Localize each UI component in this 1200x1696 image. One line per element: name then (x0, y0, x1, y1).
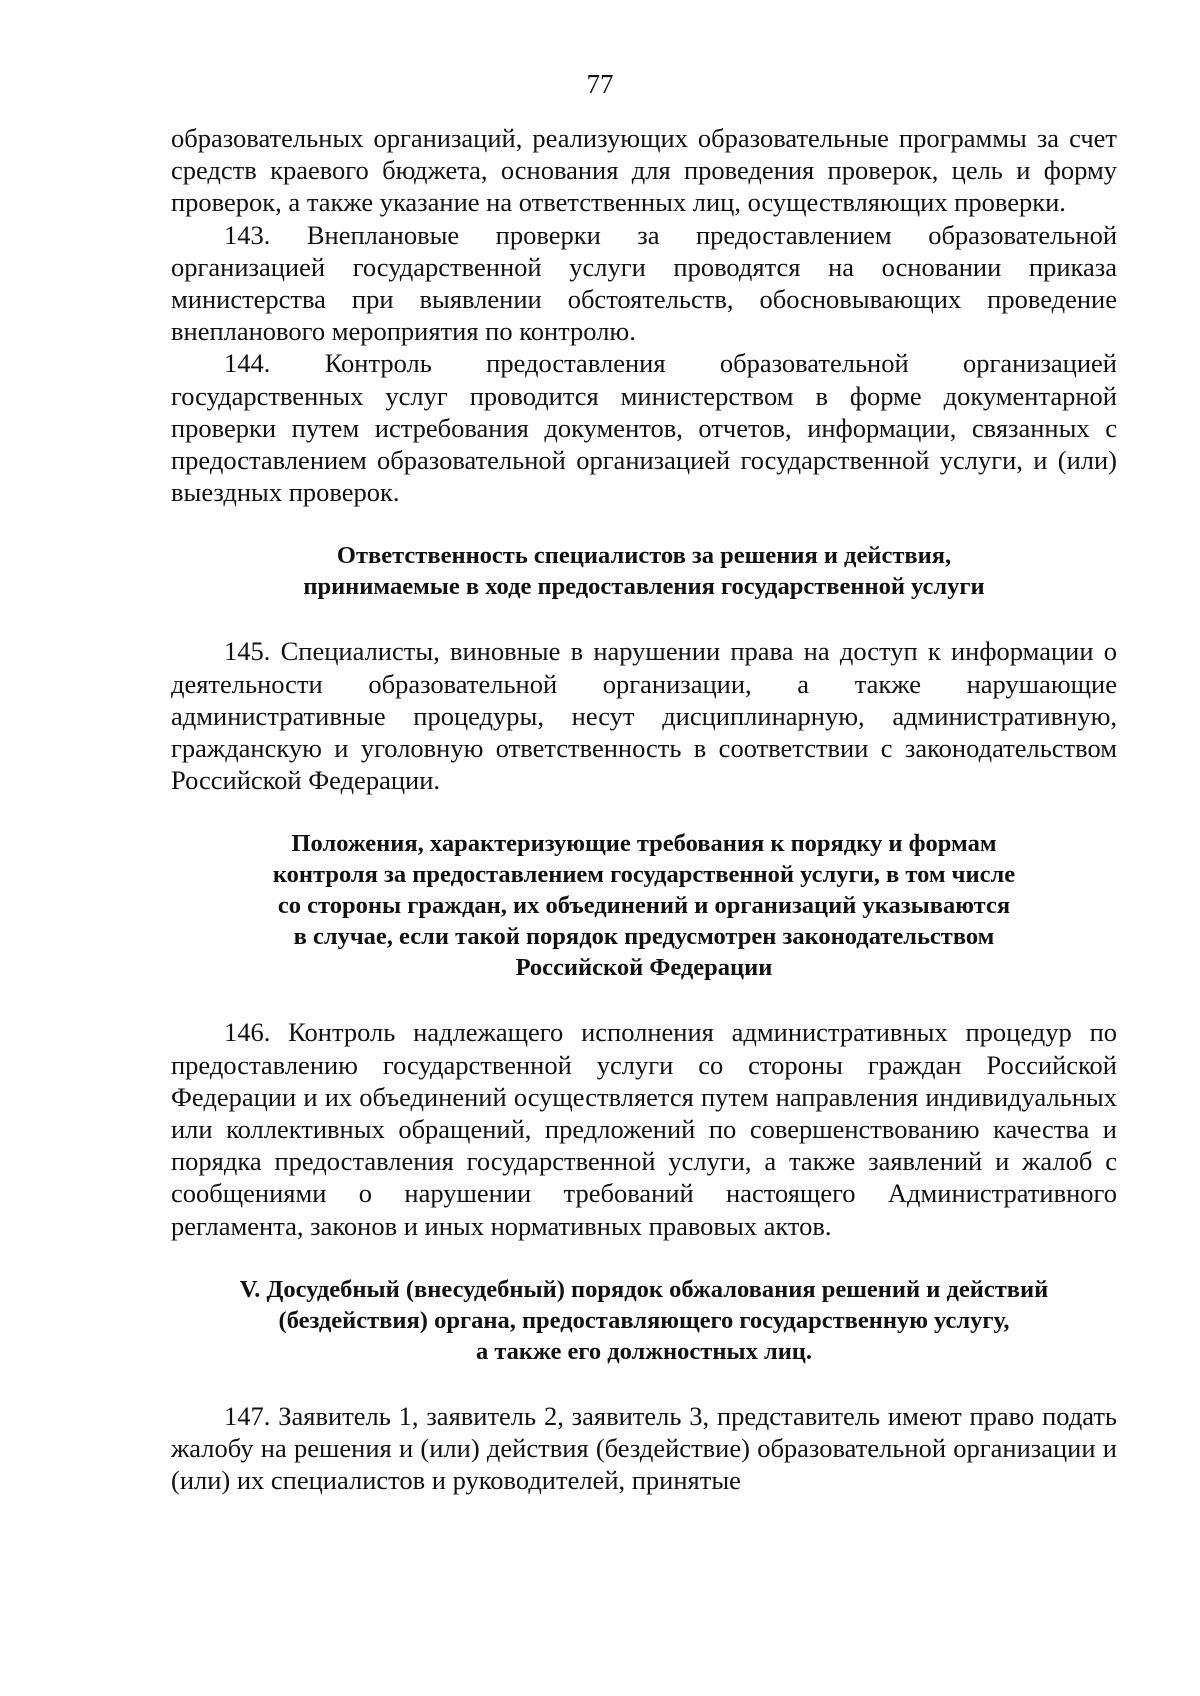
paragraph-145: 145. Специалисты, виновные в нарушении права на доступ к информации о деятельности образовательной организации, а также нарушающие административные процедуры, несут дисциплинарную, административную, гражданскую и уголовную ответственность в соответствии с законодательством Российской Федерации. (171, 636, 1117, 796)
heading-control-requirements: Положения, характеризующие требования к порядку и формам контроля за предоставлением государственной услуги, в том числе со стороны граждан, их объединений и организаций указываются в случае, если такой порядок предусмотрен законодательством Российской Федерации (272, 830, 1016, 982)
heading-section-v: V. Досудебный (внесудебный) порядок обжалования решений и действий (бездействия) органа, предоставляющего государственную услугу, а также его должностных лиц. (239, 1275, 1049, 1365)
heading-responsibility: Ответственность специалистов за решения и действия, принимаемые в ходе предоставления государственной услуги (303, 542, 985, 601)
paragraph-144: 144. Контроль предоставления образовательной организацией государственных услуг проводится министерством в форме документарной проверки путем истребования документов, отчетов, информации, связанных с предоставлением образовательной организацией государственной услуги, и (или) выездных проверок. (171, 348, 1117, 508)
document-body (171, 122, 1117, 1496)
paragraph-143: 143. Внеплановые проверки за предоставлением образовательной организацией государственной услуги проводятся на основании приказа министерства при выявлении обстоятельств, обосновывающих проведение внепланового мероприятия по контролю. (171, 219, 1117, 347)
paragraph-continued: образовательных организаций, реализующих образовательные программы за счет средств краевого бюджета, основания для проведения проверок, цель и форму проверок, а также указание на ответственных лиц, осуществляющих проверки. (171, 123, 1117, 218)
paragraph-147: 147. Заявитель 1, заявитель 2, заявитель 3, представитель имеют право подать жалобу на решения и (или) действия (бездействие) образовательной организации и (или) их специалистов и руководителей, принятые (171, 1400, 1117, 1496)
paragraph-146: 146. Контроль надлежащего исполнения административных процедур по предоставлению государственной услуги со стороны граждан Российской Федерации и их объединений осуществляется путем направления индивидуальных или коллективных обращений, предложений по совершенствованию качества и порядка предоставления государственной услуги, а также заявлений и жалоб с сообщениями о нарушении требований настоящего Административного регламента, законов и иных нормативных правовых актов. (171, 1017, 1117, 1241)
page-number: 77 (586, 69, 614, 99)
